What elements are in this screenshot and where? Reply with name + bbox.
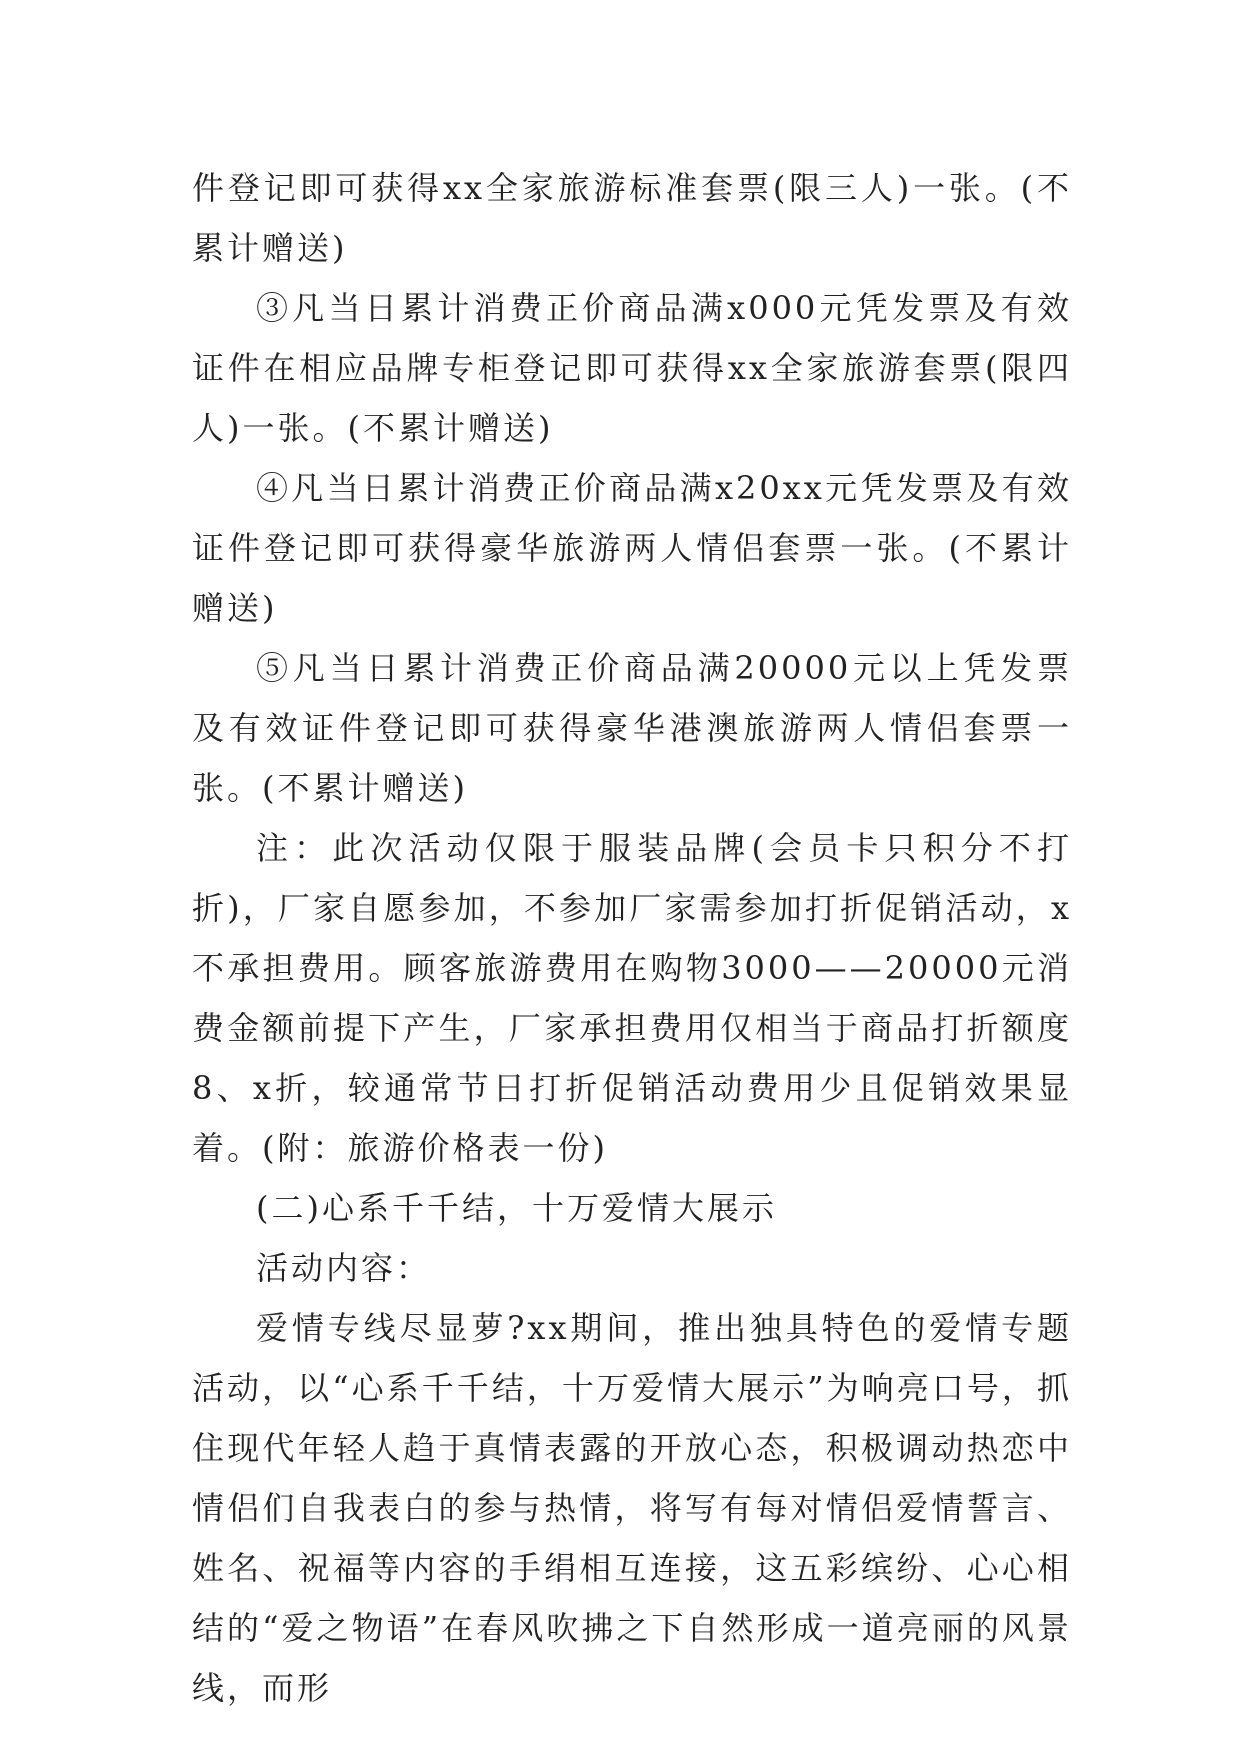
- paragraph-ticket-tier-3: ③凡当日累计消费正价商品满x000元凭发票及有效证件在相应品牌专柜登记即可获得xx全家旅游套票(限四人)一张。(不累计赠送): [192, 289, 1072, 447]
- paragraph-note: 注：此次活动仅限于服装品牌(会员卡只积分不打折)，厂家自愿参加，不参加厂家需参加打折促销活动，x不承担费用。顾客旅游费用在购物3000——20000元消费金额前提下产生，厂家承担费用仅相当于商品打折额度8、x折，较通常节日打折促销活动费用少且促销效果显着。(附：旅游价格表一份): [192, 829, 1072, 1167]
- paragraph-ticket-tier-continued: 件登记即可获得xx全家旅游标准套票(限三人)一张。(不累计赠送): [192, 169, 1072, 267]
- paragraph-activity-description: 爱情专线尽显萝?xx期间，推出独具特色的爱情专题活动，以“心系千千结，十万爱情大展示”为响亮口号，抓住现代年轻人趋于真情表露的开放心态，积极调动热恋中情侣们自我表白的参与热情，将写有每对情侣爱情誓言、姓名、祝福等内容的手绢相互连接，这五彩缤纷、心心相结的“爱之物语”在春风吹拂之下自然形成一道亮丽的风景线，而形: [192, 1309, 1072, 1707]
- document-body: [192, 158, 1072, 1718]
- activity-content-label: 活动内容：: [256, 1249, 432, 1287]
- section-heading: (二)心系千千结，十万爱情大展示: [256, 1189, 777, 1227]
- paragraph-ticket-tier-4: ④凡当日累计消费正价商品满x20xx元凭发票及有效证件登记即可获得豪华旅游两人情侣套票一张。(不累计赠送): [192, 469, 1072, 627]
- paragraph-ticket-tier-5: ⑤凡当日累计消费正价商品满20000元以上凭发票及有效证件登记即可获得豪华港澳旅游两人情侣套票一张。(不累计赠送): [192, 649, 1072, 807]
